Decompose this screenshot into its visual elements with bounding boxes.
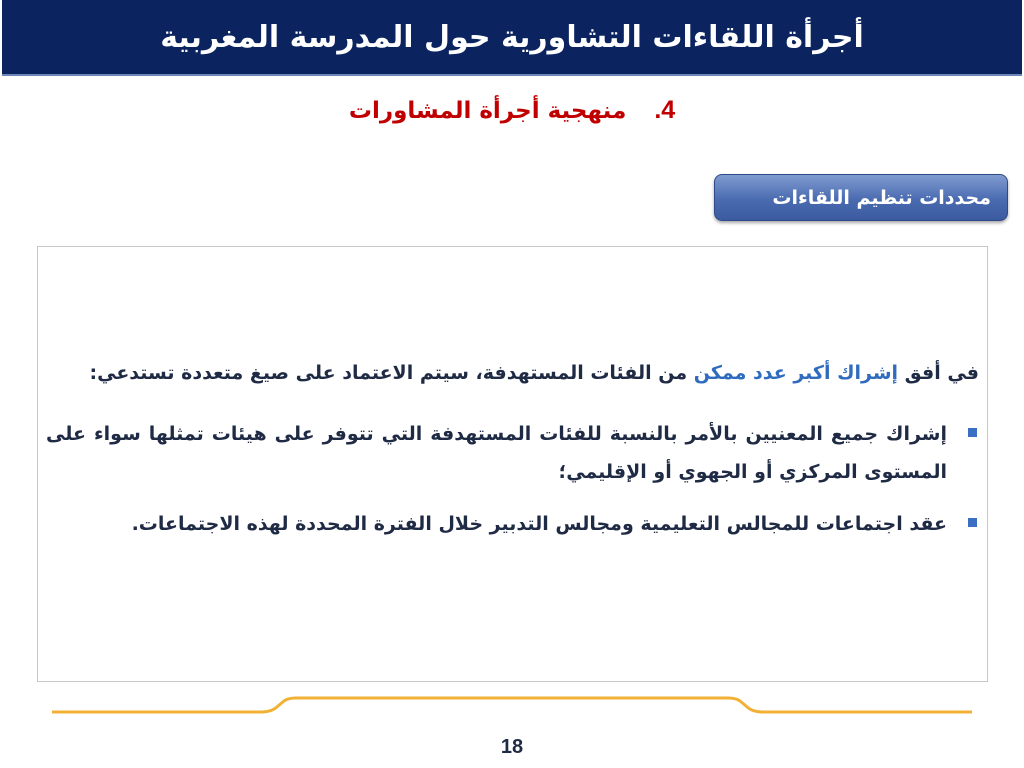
list-item — [46, 415, 979, 491]
square-bullet-icon — [968, 518, 977, 527]
intro-suffix: من الفئات المستهدفة، سيتم الاعتماد على صيغ متعددة تستدعي: — [89, 362, 694, 384]
bullet-list — [46, 415, 979, 557]
intro-paragraph — [46, 358, 979, 388]
intro-highlight: إشراك أكبر عدد ممكن — [693, 362, 899, 384]
section-number: 4. — [654, 96, 676, 124]
section-heading-text: منهجية أجرأة المشاورات — [348, 98, 627, 124]
bullet-text: إشراك جميع المعنيين بالأمر بالنسبة للفئات المستهدفة التي تتوفر على هيئات تمثلها سواء على المستوى المركزي أو الجهوي أو الإقليمي؛ — [46, 423, 947, 483]
content-box — [37, 246, 988, 682]
slide-title: أجرأة اللقاءات التشاورية حول المدرسة المغربية — [160, 19, 864, 55]
organization-criteria-label: محددات تنظيم اللقاءات — [772, 186, 991, 209]
section-heading — [0, 96, 1024, 125]
page-number: 18 — [500, 736, 524, 758]
intro-prefix: في أفق — [898, 362, 979, 384]
bullet-text: عقد اجتماعات للمجالس التعليمية ومجالس التدبير خلال الفترة المحددة لهذه الاجتماعات. — [131, 513, 947, 535]
organization-criteria-button[interactable] — [714, 174, 1008, 221]
title-bar — [2, 0, 1022, 76]
footer-divider-icon — [52, 696, 972, 716]
square-bullet-icon — [968, 428, 977, 437]
list-item — [46, 505, 979, 543]
